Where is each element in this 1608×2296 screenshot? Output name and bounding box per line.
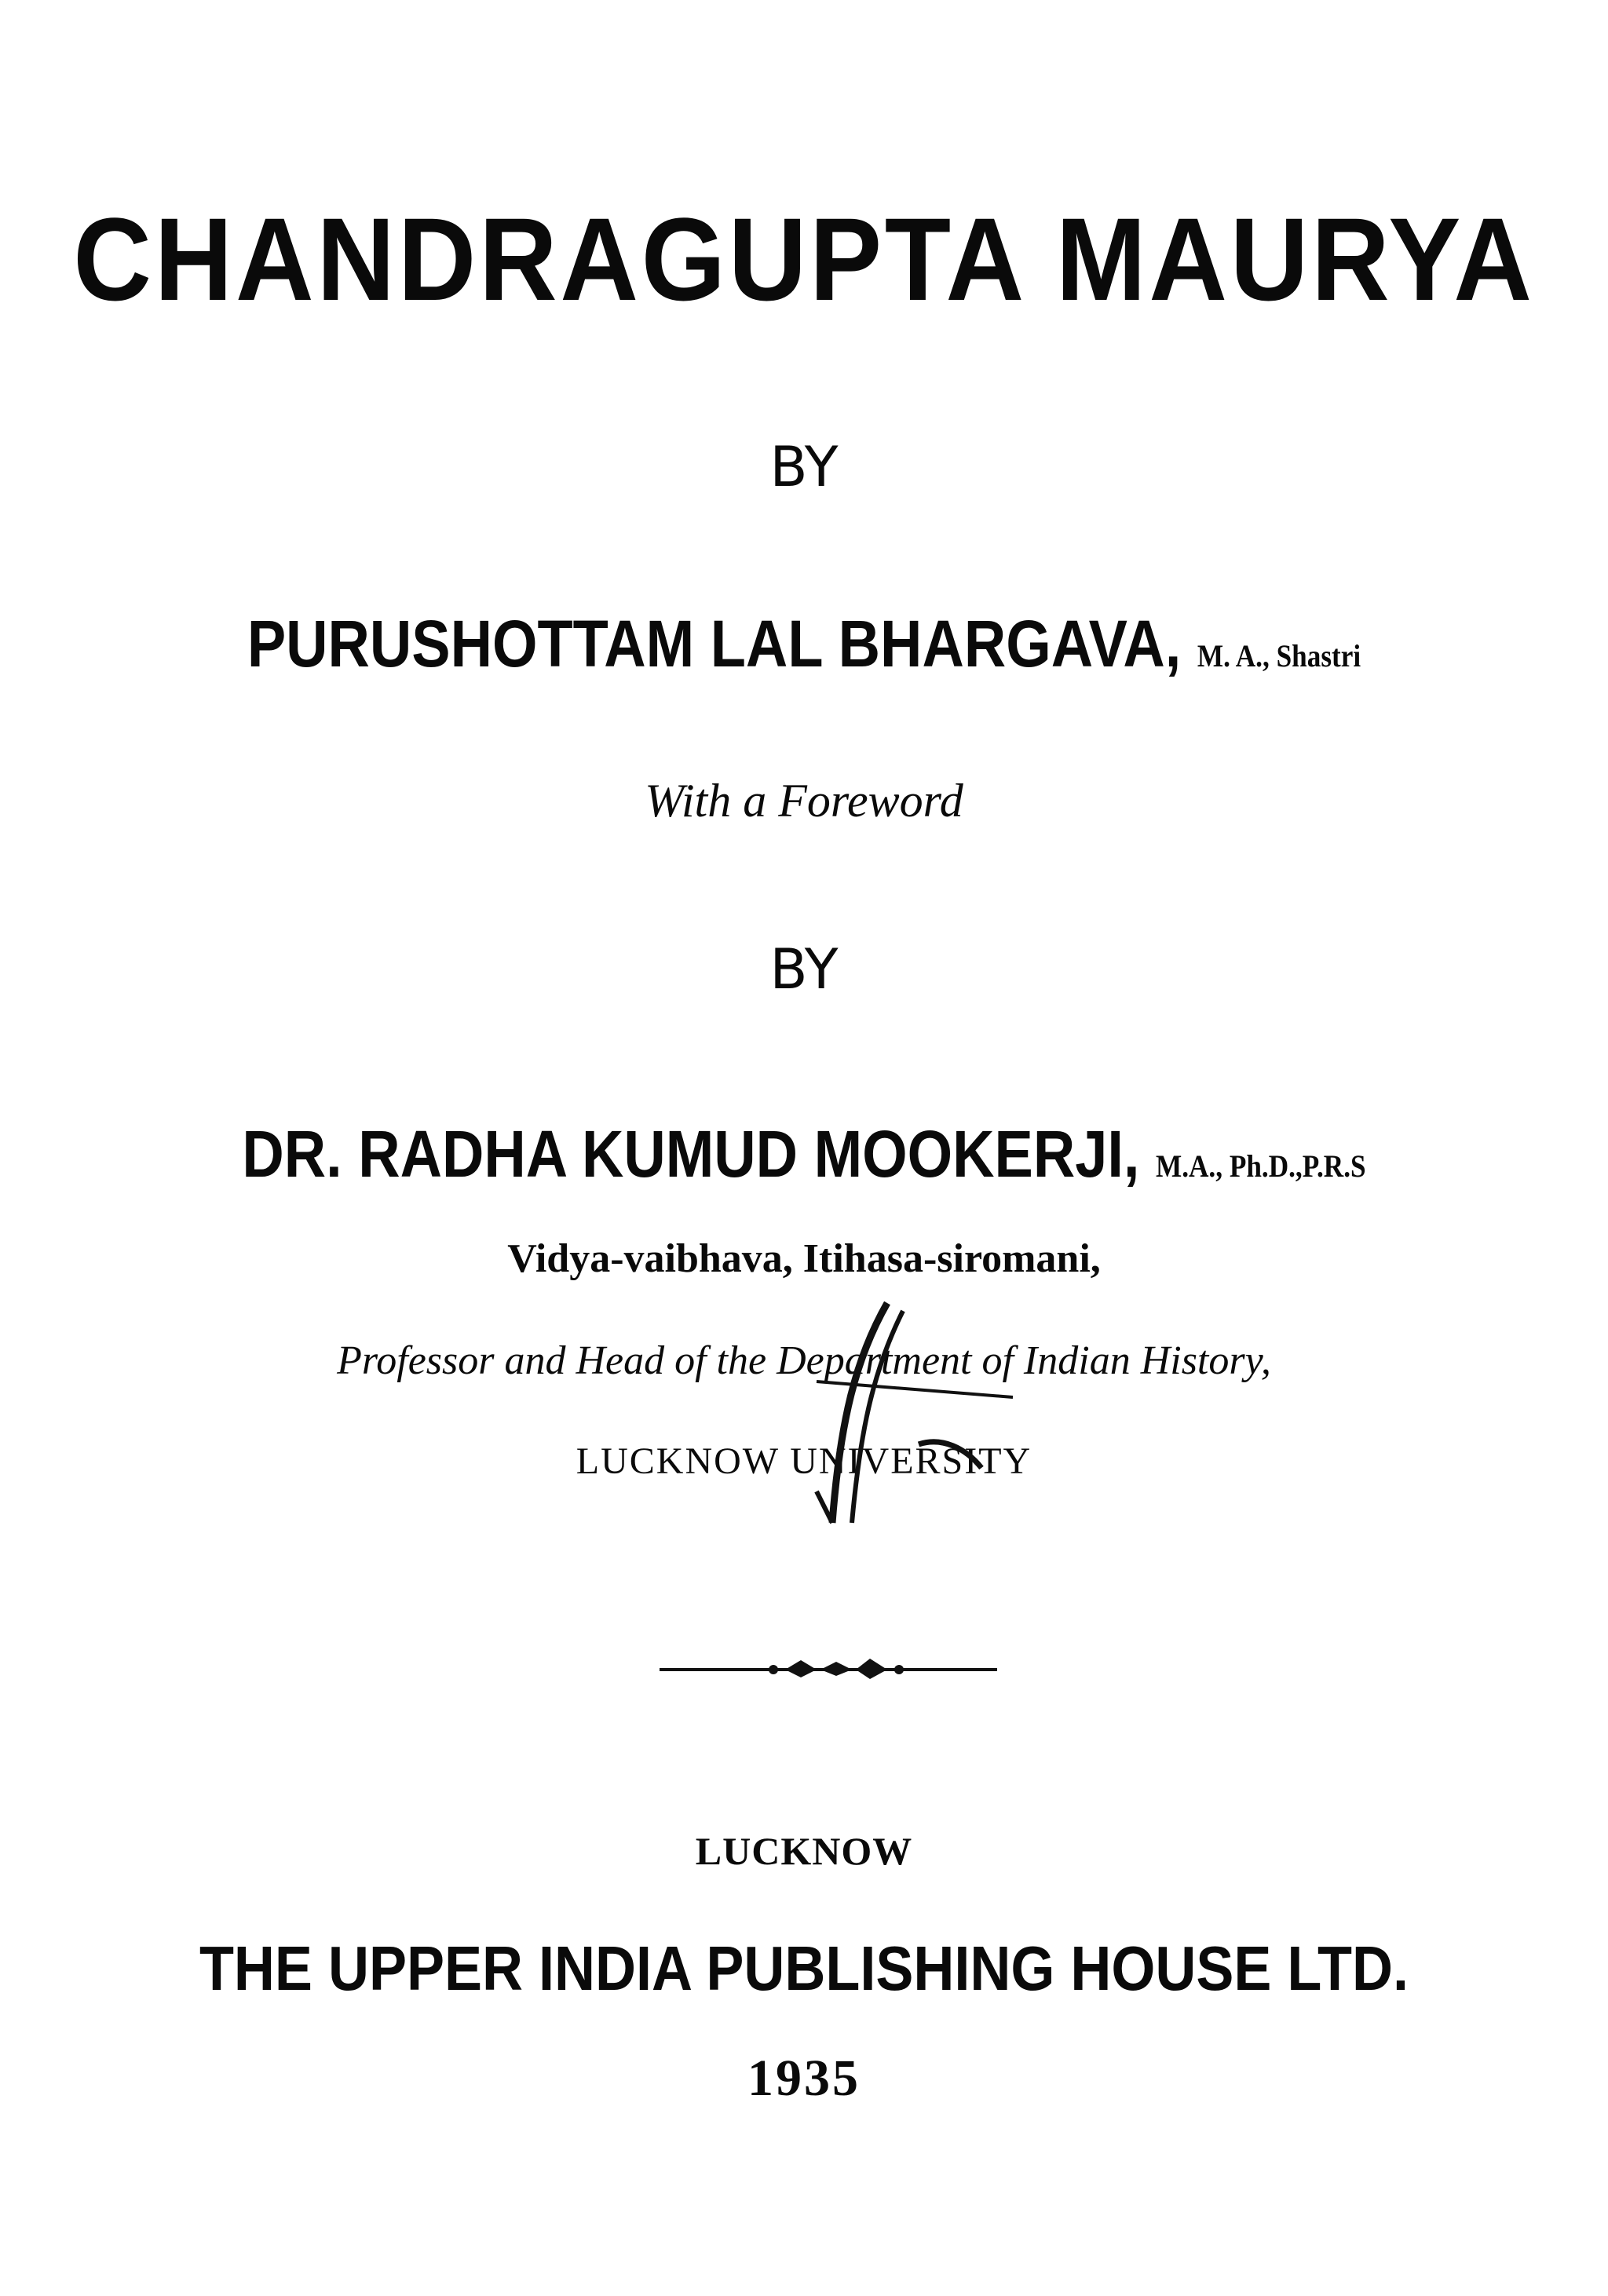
foreword-author-name: DR. RADHA KUMUD MOOKERJI, <box>242 1117 1140 1191</box>
foreword-author-line <box>97 1117 1511 1191</box>
publication-place: LUCKNOW <box>695 1829 913 1873</box>
ink-stamp-mark <box>785 1287 1021 1531</box>
author-credentials: M. A., Shastri <box>1197 638 1361 673</box>
foreword-label: With a Foreword <box>645 775 963 827</box>
foreword-author-position: Professor and Head of the Department of Indian History, <box>337 1338 1271 1383</box>
ornament-divider <box>660 1652 997 1684</box>
publication-year: 1935 <box>747 2050 861 2107</box>
book-title: CHANDRAGUPTA MAURYA <box>73 193 1535 325</box>
publisher-name: THE UPPER INDIA PUBLISHING HOUSE LTD. <box>199 1933 1409 2003</box>
by-label: BY <box>769 435 839 499</box>
foreword-author-institution: LUCKNOW UNIVERSITY <box>576 1440 1032 1482</box>
author-name: PURUSHOTTAM LAL BHARGAVA, <box>247 607 1182 681</box>
foreword-author-titles: Vidya-vaibhava, Itihasa-siromani, <box>507 1236 1101 1281</box>
author-line <box>97 607 1511 681</box>
by-label-second: BY <box>769 937 839 1002</box>
foreword-author-credentials: M.A., Ph.D.,P.R.S <box>1155 1148 1366 1184</box>
